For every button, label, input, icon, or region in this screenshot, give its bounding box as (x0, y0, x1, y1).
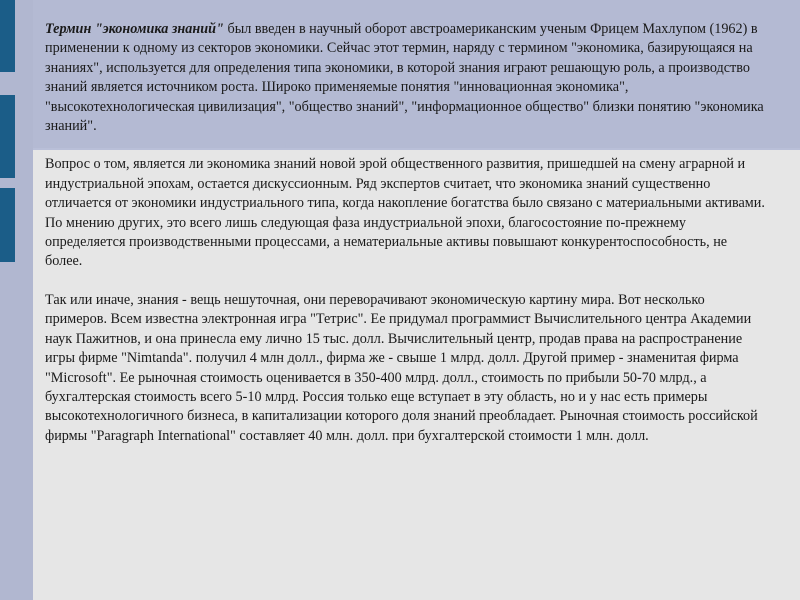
slide-text (45, 20, 765, 465)
paragraph-definition-text: был введен в научный оборот австроамериканским ученым Фрицем Махлупом (1962) в применении к одному из секторов экономики. Сейчас этот термин, наряду с термином "экономика, базирующаяся на знаниях", используется для определения типа экономики, в которой знания играют решающую роль, а производство знаний является источником роста. Широко применяемые понятия "инновационная экономика", "высокотехнологическая цивилизация", "общество знаний", "информационное общество" близки понятию "экономика знаний". (45, 21, 764, 135)
paragraph-definition (45, 20, 765, 136)
accent-bar-middle (0, 95, 15, 178)
paragraph-debate: Вопрос о том, является ли экономика знаний новой эрой общественного развития, пришедшей на смену аграрной и индустриальной эпохам, остается дискуссионным. Ряд экспертов считает, что экономика знаний существенно отличается от экономики индустриального типа, когда накопление богатства было связано с материальными активами. По мнению других, это всего лишь следующая фаза индустриальной эпохи, благосостояние по-прежнему определяется производственными процессами, а нематериальные активы повышают конкурентоспособность, не более. (45, 156, 765, 270)
paragraph-examples: Так или иначе, знания - вещь нешуточная, они переворачивают экономическую картину мира. Вот несколько примеров. Всем известна электронная игра "Тетрис". Ее придумал программист Вычислительного центра Академии наук Пажитнов, и она принесла ему лично 15 тыс. долл. Вычислительный центр, продав права на распространение игры фирме "Nimtanda". получил 4 млн долл., фирма же - свыше 1 млрд. долл. Другой пример - знаменитая фирма "Microsoft". Ее рыночная стоимость оценивается в 350-400 млрд. долл., стоимость по прибыли 50-70 млрд., а бухгалтерская стоимость всего 5-10 млрд. Россия только еще вступает в эту область, но и у нас есть примеры высокотехнологичного бизнеса, в капитализации которого доля знаний преобладает. Рыночная стоимость российской фирмы "Paragraph International" составляет 40 млн. долл. при бухгалтерской стоимости 1 млн. долл. (45, 291, 758, 444)
accent-bar-bottom (0, 188, 15, 262)
accent-bar-top (0, 0, 15, 72)
left-decoration-strip (0, 0, 33, 600)
term-highlight: Термин "экономика знаний" (45, 21, 224, 37)
